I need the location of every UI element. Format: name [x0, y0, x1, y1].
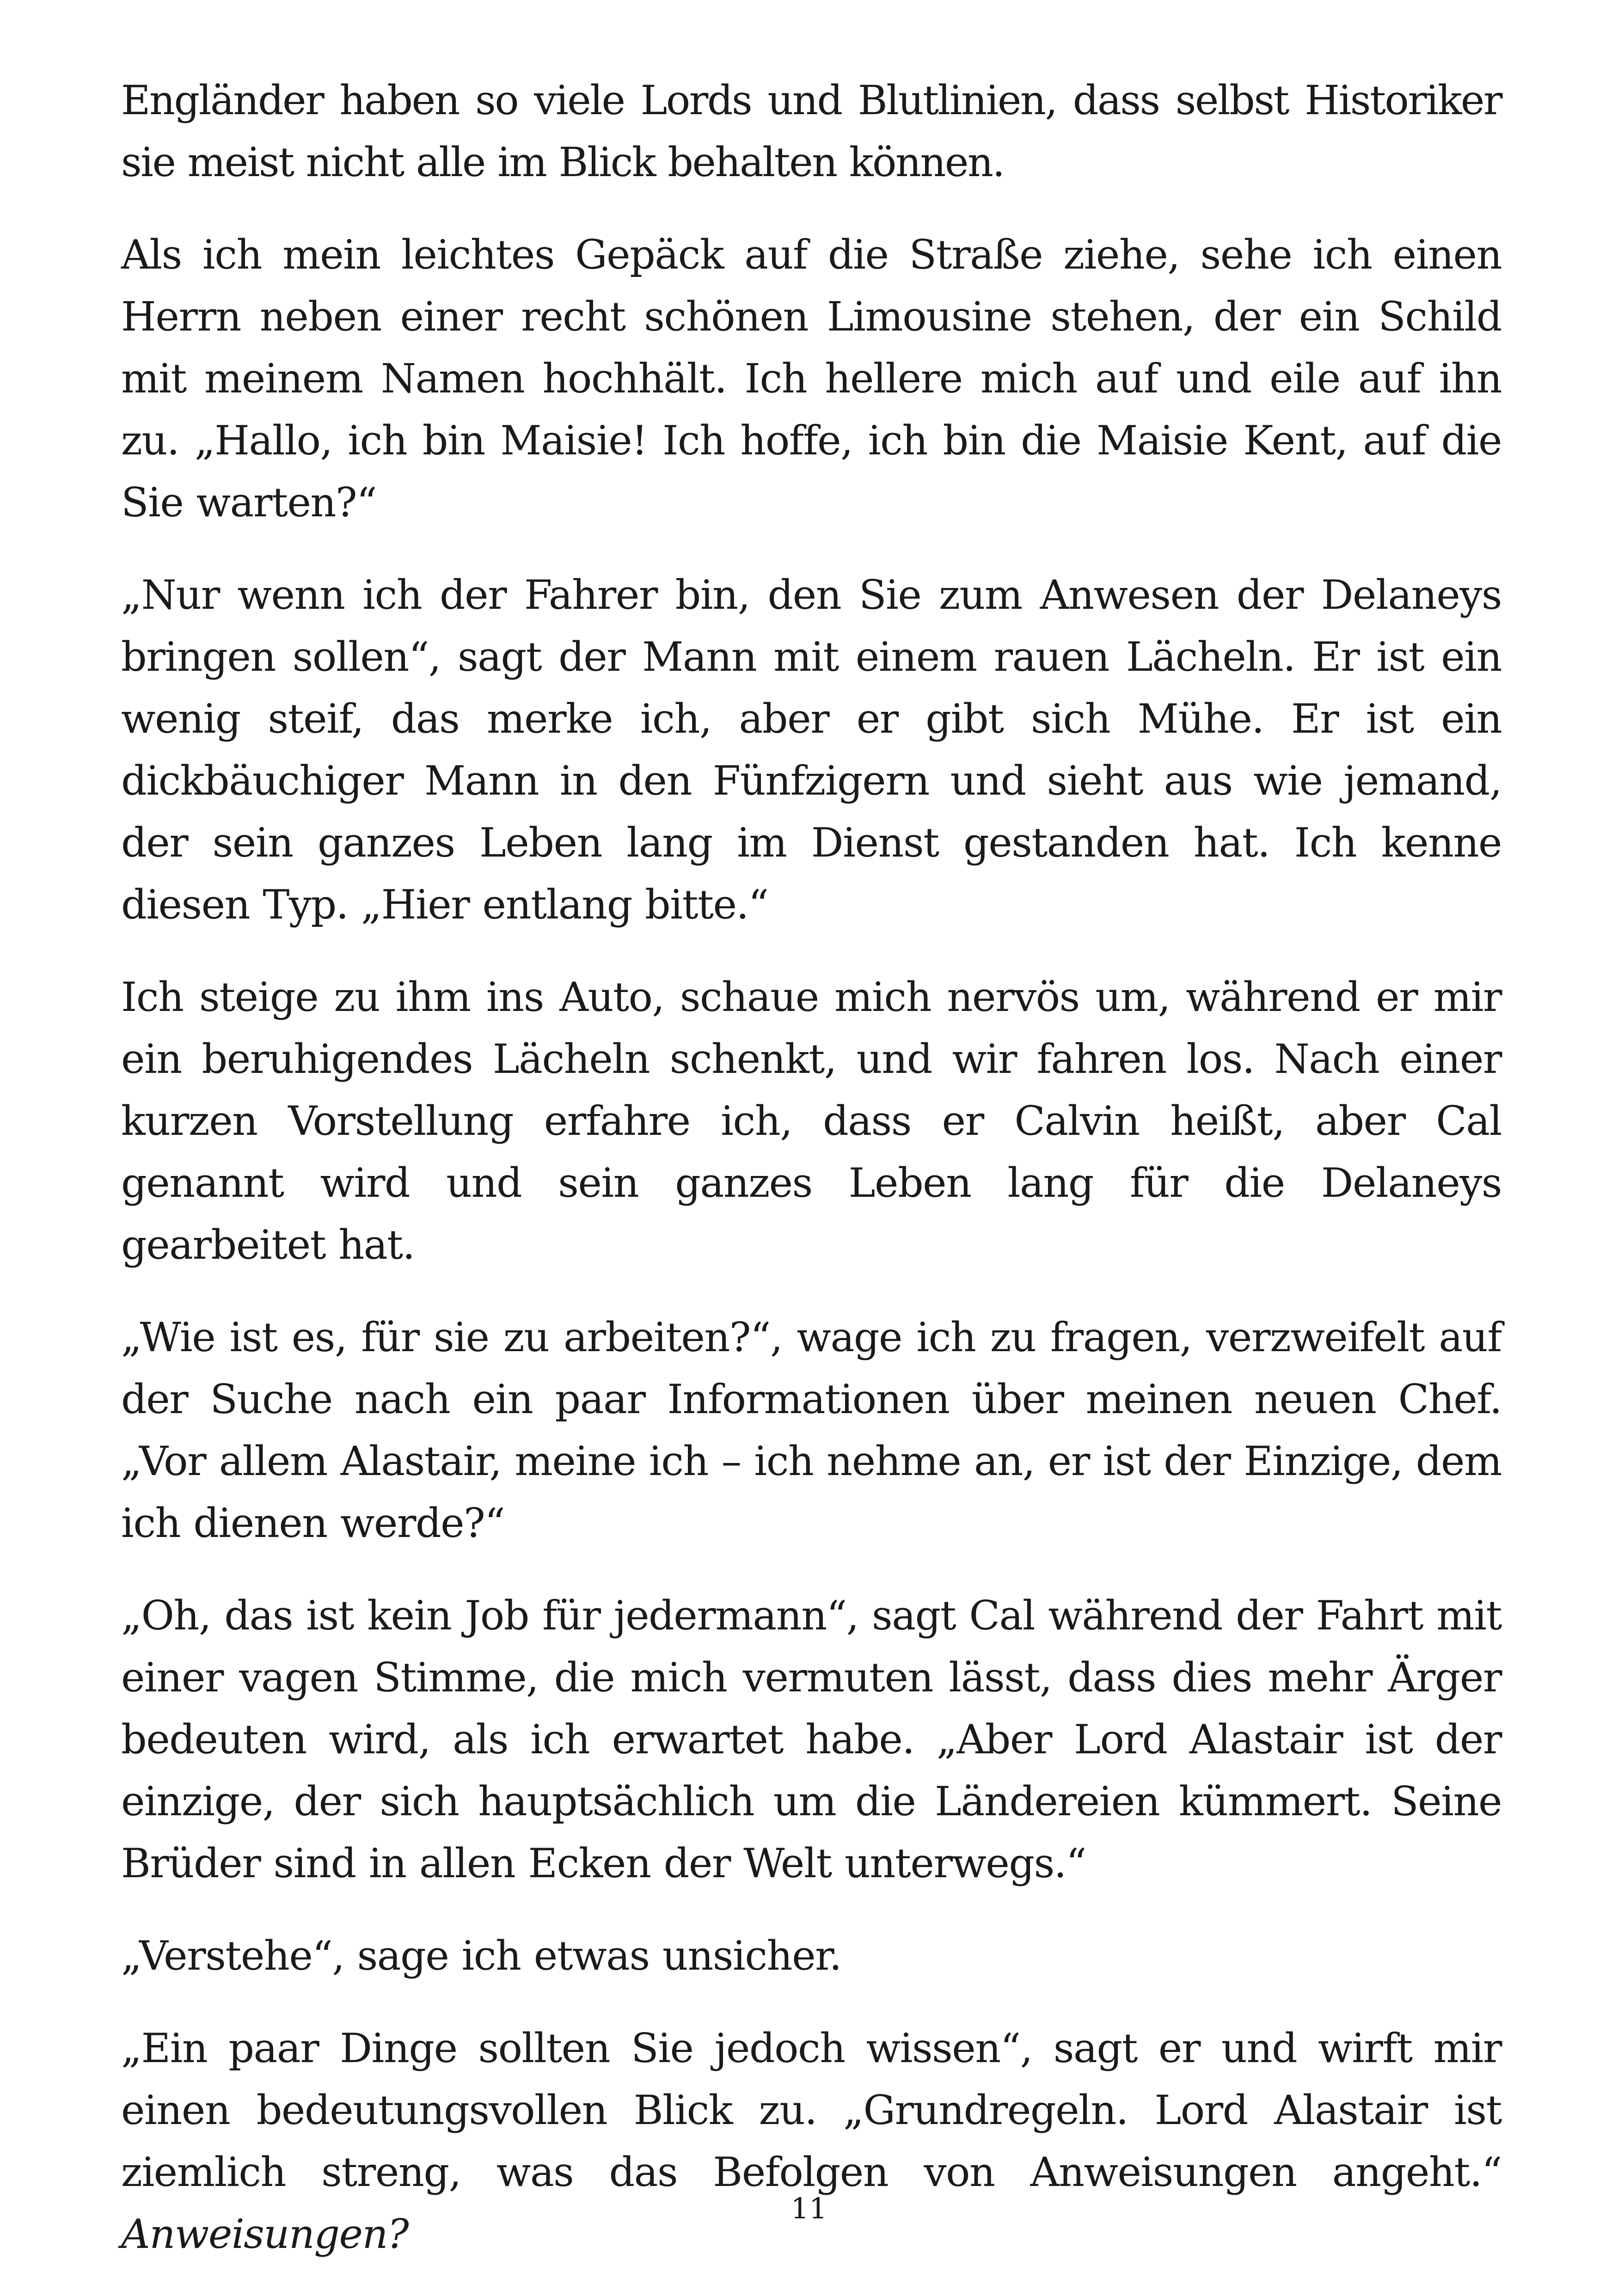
paragraph-8-text: „Ein paar Dinge sollten Sie jedoch wissen“, sagt er und wirft mir einen bedeutungsvollen Blick zu. „Grundregeln. Lord Alastair ist ziemlich streng, was das Befolgen von Anweisungen angeht.“ [121, 2025, 1502, 2196]
paragraph-5: „Wie ist es, für sie zu arbeiten?“, wage ich zu fragen, verzweifelt auf der Suche nach ein paar Informationen über meinen neuen Chef. „Vor allem Alastair, meine ich – ich nehme an, er ist der Einzige, dem ich dienen werde?“ [121, 1314, 1502, 1547]
paragraph-2: Als ich mein leichtes Gepäck auf die Straße ziehe, sehe ich einen Herrn neben einer recht schönen Limousine stehen, der ein Schild mit meinem Namen hochhält. Ich hellere mich auf und eile auf ihn zu. „Hallo, ich bin Maisie! Ich hoffe, ich bin die Maisie Kent, auf die Sie warten?“ [121, 231, 1502, 526]
paragraph-8-italic: Anweisungen? [121, 2210, 409, 2258]
book-page [121, 69, 1502, 2296]
paragraph-6: „Oh, das ist kein Job für jedermann“, sagt Cal während der Fahrt mit einer vagen Stimme, die mich vermuten lässt, dass dies mehr Ärger bedeuten wird, als ich erwartet habe. „Aber Lord Alastair ist der einzige, der sich hauptsächlich um die Ländereien kümmert. Seine Brüder sind in allen Ecken der Welt unterwegs.“ [121, 1592, 1502, 1887]
paragraph-3: „Nur wenn ich der Fahrer bin, den Sie zum Anwesen der Delaneys bringen sollen“, sagt der Mann mit einem rauen Lächeln. Er ist ein wenig steif, das merke ich, aber er gibt sich Mühe. Er ist ein dickbäuchiger Mann in den Fünfzigern und sieht aus wie jemand, der sein ganzes Leben lang im Dienst gestanden hat. Ich kenne diesen Typ. „Hier entlang bitte.“ [121, 571, 1502, 928]
page-number: 11 [791, 2192, 827, 2225]
paragraph-7: „Verstehe“, sage ich etwas unsicher. [121, 1932, 841, 1979]
paragraph-4: Ich steige zu ihm ins Auto, schaue mich nervös um, während er mir ein beruhigendes Lächeln schenkt, und wir fahren los. Nach einer kurzen Vorstellung erfahre ich, dass er Calvin heißt, aber Cal genannt wird und sein ganzes Leben lang für die Delaneys gearbeitet hat. [121, 974, 1502, 1268]
paragraph-1: Engländer haben so viele Lords und Blutlinien, dass selbst Historiker sie meist nicht alle im Blick behalten können. [121, 77, 1502, 186]
paragraph-8 [121, 2017, 1502, 2265]
